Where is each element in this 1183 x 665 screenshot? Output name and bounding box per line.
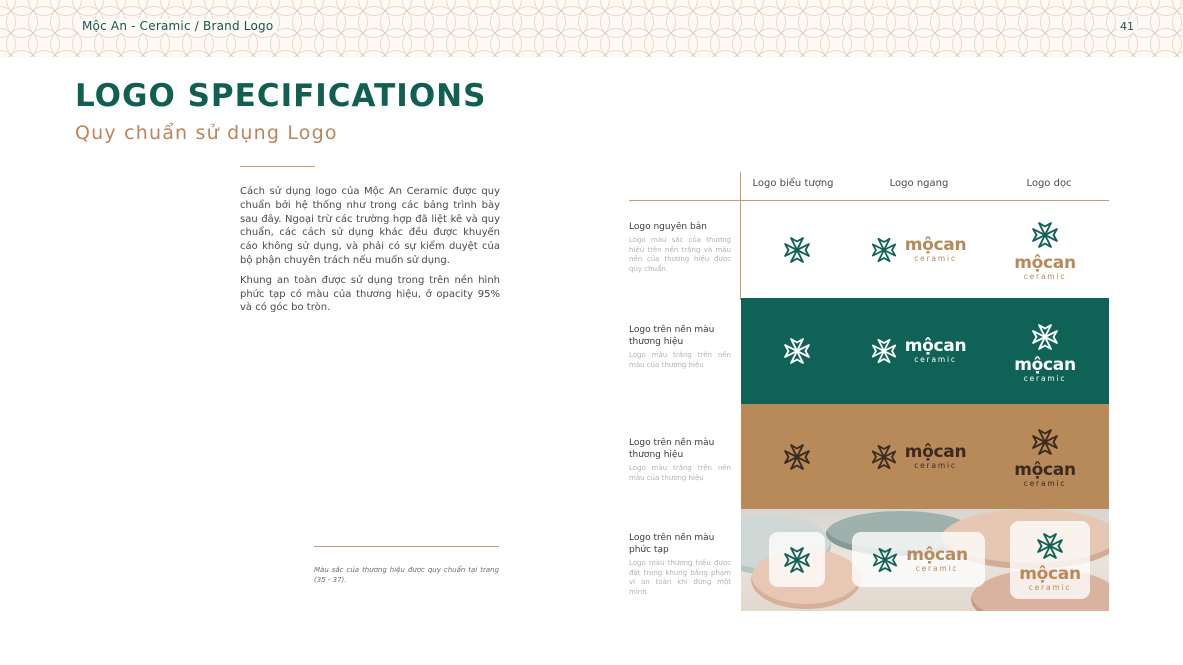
logo-vertical-on-tan [981,404,1109,509]
table-row-label [629,221,731,274]
wordmark-tagline: ceramic [915,563,959,573]
row-description: Logo màu sắc của thương hiệu trên nền trắng và màu nền của thương hiệu được quy chuẩn. [629,236,731,273]
logo-vertical-on-photo [1010,521,1090,599]
column-header-icon: Logo biểu tượng [752,178,834,189]
column-header-horizontal: Logo ngang [889,178,949,189]
wordmark-text: mộcan [1014,460,1076,481]
logo-icon-original [741,201,853,298]
wordmark-tagline: ceramic [914,460,957,470]
table-row-label [629,532,731,597]
brand-wordmark [904,441,967,470]
row-description: Logo màu trắng trên nền màu của thương hiệu [629,351,731,369]
flower-cross-logo-icon [868,234,900,266]
flower-cross-logo-icon [1028,218,1062,252]
logo-icon-on-tan [741,404,853,509]
flower-cross-logo-icon [868,335,900,367]
brand-wordmark [1014,462,1076,488]
logo-horizontal-on-photo [852,532,985,587]
wordmark-text: mộcan [904,441,967,462]
logo-icon-on-green [741,298,853,404]
divider [314,546,499,547]
wordmark-text: mộcan [1014,354,1076,375]
brand-wordmark [906,544,968,573]
logo-horizontal-on-green [853,298,981,404]
body-text [240,185,500,321]
table-row-label [629,324,731,370]
logo-icon-on-photo [769,532,825,587]
flower-cross-logo-icon [780,233,814,267]
row-title: Logo trên nền màu phức tạp [629,533,715,555]
wordmark-tagline: ceramic [1023,373,1067,383]
wordmark-text: mộcan [906,544,968,565]
flower-cross-logo-icon [1028,320,1062,354]
page-title: LOGO SPECIFICATIONS [75,78,487,114]
flower-cross-logo-icon [780,543,814,577]
flower-cross-logo-icon [1028,425,1062,459]
wordmark-text: mộcan [1019,563,1081,584]
wordmark-tagline: ceramic [1023,479,1067,489]
logo-horizontal-on-tan [853,404,981,509]
logo-vertical-on-green [981,298,1109,404]
logo-horizontal-original [853,201,981,298]
column-header-vertical: Logo dọc [1026,178,1072,189]
row-description: Logo màu thương hiệu được đặt trong khung bằng phạm vi an toàn khi đứng một mình. [629,559,731,596]
flower-cross-logo-icon [1033,529,1067,563]
divider [240,166,315,167]
brand-wordmark [1019,563,1081,592]
flower-cross-logo-icon [868,441,900,473]
logo-vertical-original [981,201,1109,298]
body-paragraph: Khung an toàn được sử dụng trong trên nền hình phức tạp có màu của thương hiệu, ở opacity 95% và có góc bo tròn. [240,274,500,314]
table-row-label [629,437,731,483]
brand-wordmark [1014,255,1076,281]
row-title: Logo trên nền màu thương hiệu [629,438,715,460]
flower-cross-logo-icon [869,544,901,576]
wordmark-text: mộcan [1014,253,1076,274]
footnote: Màu sắc của thương hiệu được quy chuẩn tại trang (35 - 37). [314,566,499,584]
wordmark-tagline: ceramic [914,355,957,365]
brand-wordmark [905,338,967,364]
wordmark-tagline: ceramic [1023,272,1067,282]
page-number: 41 [1117,20,1137,33]
row-title: Logo nguyên bản [629,222,707,232]
wordmark-tagline: ceramic [914,253,957,263]
page-subtitle: Quy chuẩn sử dụng Logo [75,122,338,144]
body-paragraph: Cách sử dụng logo của Mộc An Ceramic được quy chuẩn bởi hệ thống như trong các bảng trình bày sau đây. Ngoại trừ các trường hợp đã liệt kê và quy chuẩn, các cách sử dụng khác đều được khuyến cáo không sử dụng, và phải có sự kiểm duyệt của bộ phận chuyên trách nếu muốn sử dụng. [240,186,500,266]
wordmark-text: mộcan [904,336,967,357]
brand-wordmark [904,234,967,263]
flower-cross-logo-icon [780,334,814,368]
row-title: Logo trên nền màu thương hiệu [629,325,715,347]
row-description: Logo màu trắng trên nền màu của thương hiệu [629,464,731,482]
breadcrumb: Mộc An - Ceramic / Brand Logo [78,19,277,33]
flower-cross-logo-icon [780,440,814,474]
wordmark-tagline: ceramic [1028,582,1072,592]
wordmark-text: mộcan [904,234,967,255]
brand-wordmark [1014,354,1076,383]
